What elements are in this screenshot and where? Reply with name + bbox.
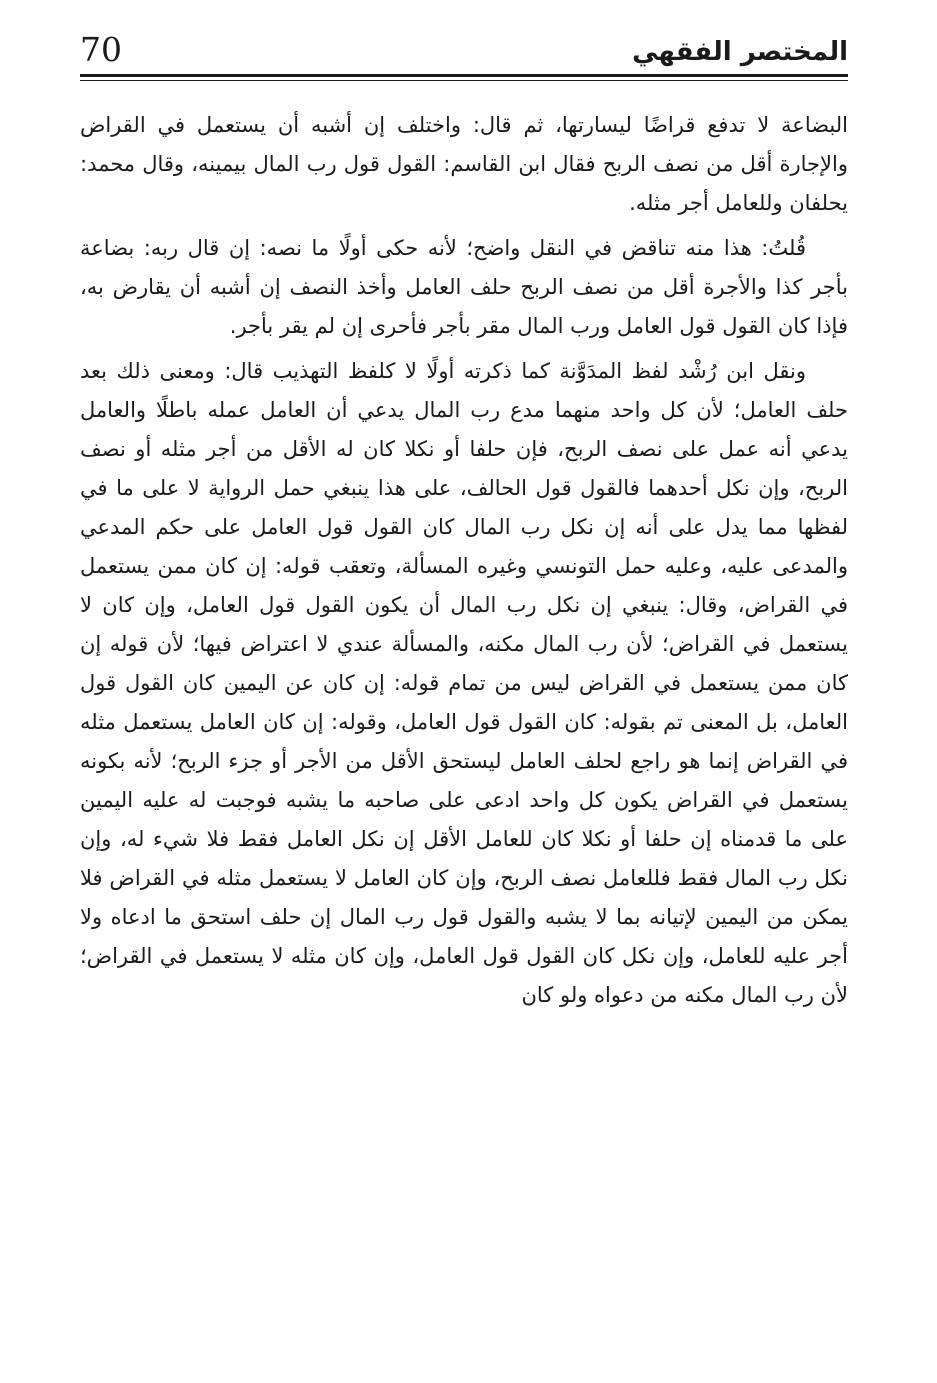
header-rule-thick: [80, 74, 848, 77]
page-body: [80, 106, 848, 1366]
paragraph-2: قُلتُ: هذا منه تناقض في النقل واضح؛ لأنه حكى أولًا ما نصه: إن قال ربه: بضاعة بأجر كذا والأجرة أقل من نصف الربح حلف العامل وأخذ النصف إن أشبه أن يقارض به، فإذا كان القول قول العامل ورب المال مقر بأجر فأحرى إن لم يقر بأجر.: [80, 236, 848, 338]
page-number: 70: [80, 30, 122, 69]
page-header: [80, 30, 848, 74]
header-rule-thin: [80, 80, 848, 81]
paragraph-3: ونقل ابن رُشْد لفظ المدَوَّنة كما ذكرته أولًا لا كلفظ التهذيب قال: ومعنى ذلك بعد حلف العامل؛ لأن كل واحد منهما مدع رب المال يدعي أن العامل عمله باطلًا والعامل يدعي أنه عمل على نصف الربح، فإن حلفا أو نكلا كان له الأقل من أجر مثله أو نصف الربح، وإن نكل أحدهما فالقول قول الحالف، على هذا ينبغي حمل الرواية لا على ما في لفظها مما يدل على أنه إن نكل رب المال كان القول قول العامل على حكم المدعي والمدعى عليه، وعليه حمل التونسي وغيره المسألة، وتعقب قوله: إن كان ممن يستعمل في القراض، وقال: ينبغي إن نكل رب المال أن يكون القول قول العامل، وإن كان لا يستعمل في القراض؛ لأن رب المال مكنه، والمسألة عندي لا اعتراض فيها؛ لأن قوله إن كان ممن يستعمل في القراض ليس من تمام قوله: إن كان عن اليمين كان القول قول العامل، بل المعنى تم بقوله: كان القول قول العامل، وقوله: إن كان العامل يستعمل مثله في القراض إنما هو راجع لحلف العامل ليستحق الأقل من الأجر أو جزء الربح؛ لأنه بكونه يستعمل في القراض يكون كل واحد ادعى على صاحبه ما يشبه فوجبت له عليه اليمين على ما قدمناه إن حلفا أو نكلا كان للعامل الأقل إن نكل العامل فقط فلا شيء له، وإن نكل رب المال فقط فللعامل نصف الربح، وإن كان العامل لا يستعمل مثله في القراض فلا يمكن من اليمين لإتيانه بما لا يشبه والقول قول رب المال إن حلف استحق ما ادعاه ولا أجر عليه للعامل، وإن نكل كان القول قول العامل، وإن كان مثله لا يستعمل في القراض؛ لأن رب المال مكنه من دعواه ولو كان: [80, 359, 848, 1007]
book-title: المختصر الفقهي: [632, 37, 848, 67]
paragraph-1: البضاعة لا تدفع قراضًا ليسارتها، ثم قال: واختلف إن أشبه أن يستعمل في القراض والإجارة أقل من نصف الربح فقال ابن القاسم: القول قول رب المال بيمينه، وقال محمد: يحلفان وللعامل أجر مثله.: [80, 113, 848, 215]
